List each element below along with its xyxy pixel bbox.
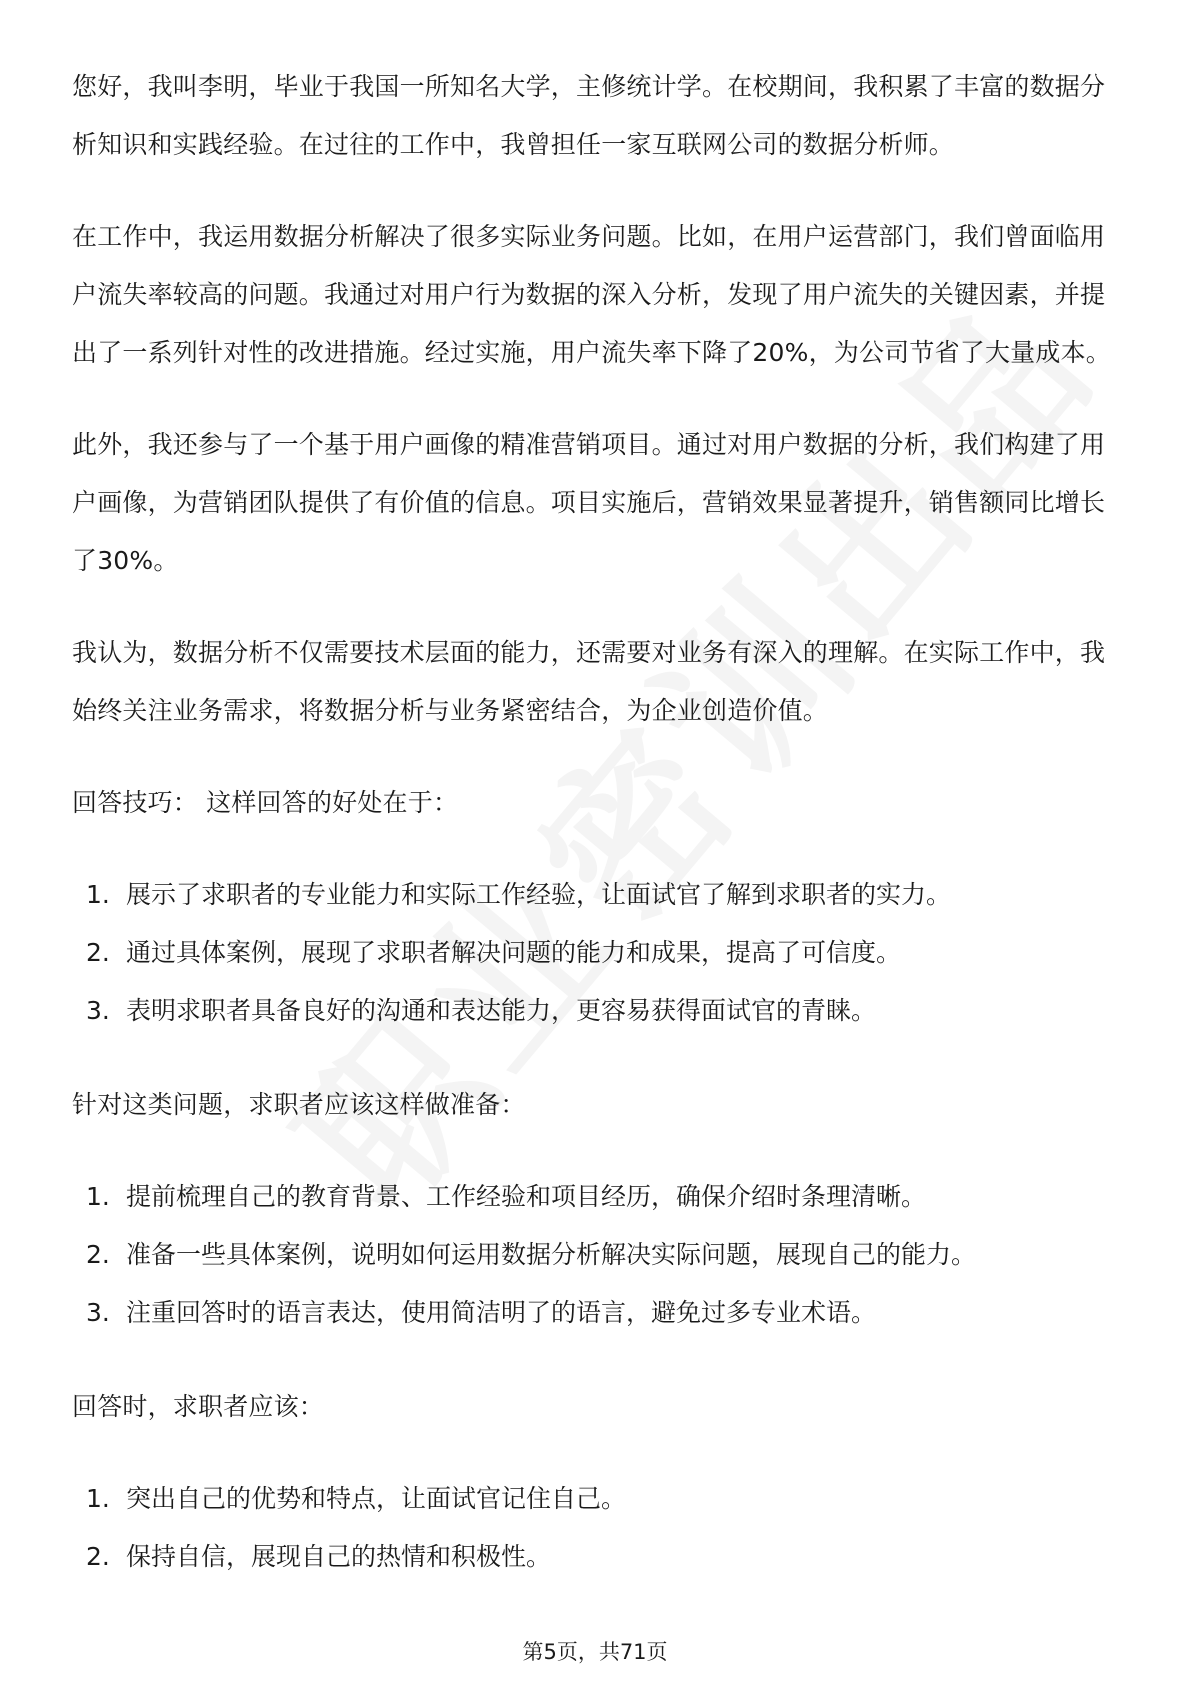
list-item: [72, 924, 1118, 982]
list-item: [72, 1284, 1118, 1342]
view-paragraph: 我认为，数据分析不仅需要技术层面的能力，还需要对业务有深入的理解。在实际工作中，我始终关注业务需求，将数据分析与业务紧密结合，为企业创造价值。: [72, 638, 1106, 725]
list-number: 3.: [86, 996, 110, 1025]
list-item: [72, 1528, 1118, 1586]
tips-list: [72, 866, 1118, 1040]
list-number: 2.: [86, 938, 110, 967]
answer-list: [72, 1470, 1118, 1586]
work-paragraph: 在工作中，我运用数据分析解决了很多实际业务问题。比如，在用户运营部门，我们曾面临用户流失率较高的问题。我通过对用户行为数据的深入分析，发现了用户流失的关键因素，并提出了一系列针对性的改进措施。经过实施，用户流失率下降了20%，为公司节省了大量成本。: [72, 222, 1111, 367]
list-number: 1.: [86, 1182, 110, 1211]
list-item: [72, 866, 1118, 924]
list-item: [72, 1470, 1118, 1528]
list-item: [72, 982, 1118, 1040]
list-item-text: 表明求职者具备良好的沟通和表达能力，更容易获得面试官的青睐。: [126, 996, 877, 1025]
project-paragraph: 此外，我还参与了一个基于用户画像的精准营销项目。通过对用户数据的分析，我们构建了用户画像，为营销团队提供了有价值的信息。项目实施后，营销效果显著提升，销售额同比增长了30%。: [72, 430, 1106, 575]
page-number-footer: 第5页，共71页: [522, 1640, 668, 1664]
list-number: 1.: [86, 880, 110, 909]
prep-list: [72, 1168, 1118, 1342]
list-number: 3.: [86, 1298, 110, 1327]
list-item-text: 突出自己的优势和特点，让面试官记住自己。: [126, 1484, 627, 1513]
list-item-text: 提前梳理自己的教育背景、工作经验和项目经历，确保介绍时条理清晰。: [126, 1182, 927, 1211]
list-item-text: 展示了求职者的专业能力和实际工作经验，让面试官了解到求职者的实力。: [126, 880, 952, 909]
list-item-text: 保持自信，展现自己的热情和积极性。: [126, 1542, 552, 1571]
tips-heading: 回答技巧： 这样回答的好处在于：: [72, 788, 459, 817]
list-item: [72, 1168, 1118, 1226]
list-number: 1.: [86, 1484, 110, 1513]
list-number: 2.: [86, 1240, 110, 1269]
prep-heading: 针对这类问题，求职者应该这样做准备：: [72, 1090, 526, 1119]
page-content: [72, 58, 1118, 1622]
answer-heading: 回答时，求职者应该：: [72, 1392, 325, 1421]
intro-paragraph: 您好，我叫李明，毕业于我国一所知名大学，主修统计学。在校期间，我积累了丰富的数据分析知识和实践经验。在过往的工作中，我曾担任一家互联网公司的数据分析师。: [72, 72, 1106, 159]
list-number: 2.: [86, 1542, 110, 1571]
list-item-text: 通过具体案例，展现了求职者解决问题的能力和成果，提高了可信度。: [126, 938, 902, 967]
list-item-text: 注重回答时的语言表达，使用简洁明了的语言，避免过多专业术语。: [126, 1298, 877, 1327]
list-item-text: 准备一些具体案例，说明如何运用数据分析解决实际问题，展现自己的能力。: [126, 1240, 977, 1269]
list-item: [72, 1226, 1118, 1284]
